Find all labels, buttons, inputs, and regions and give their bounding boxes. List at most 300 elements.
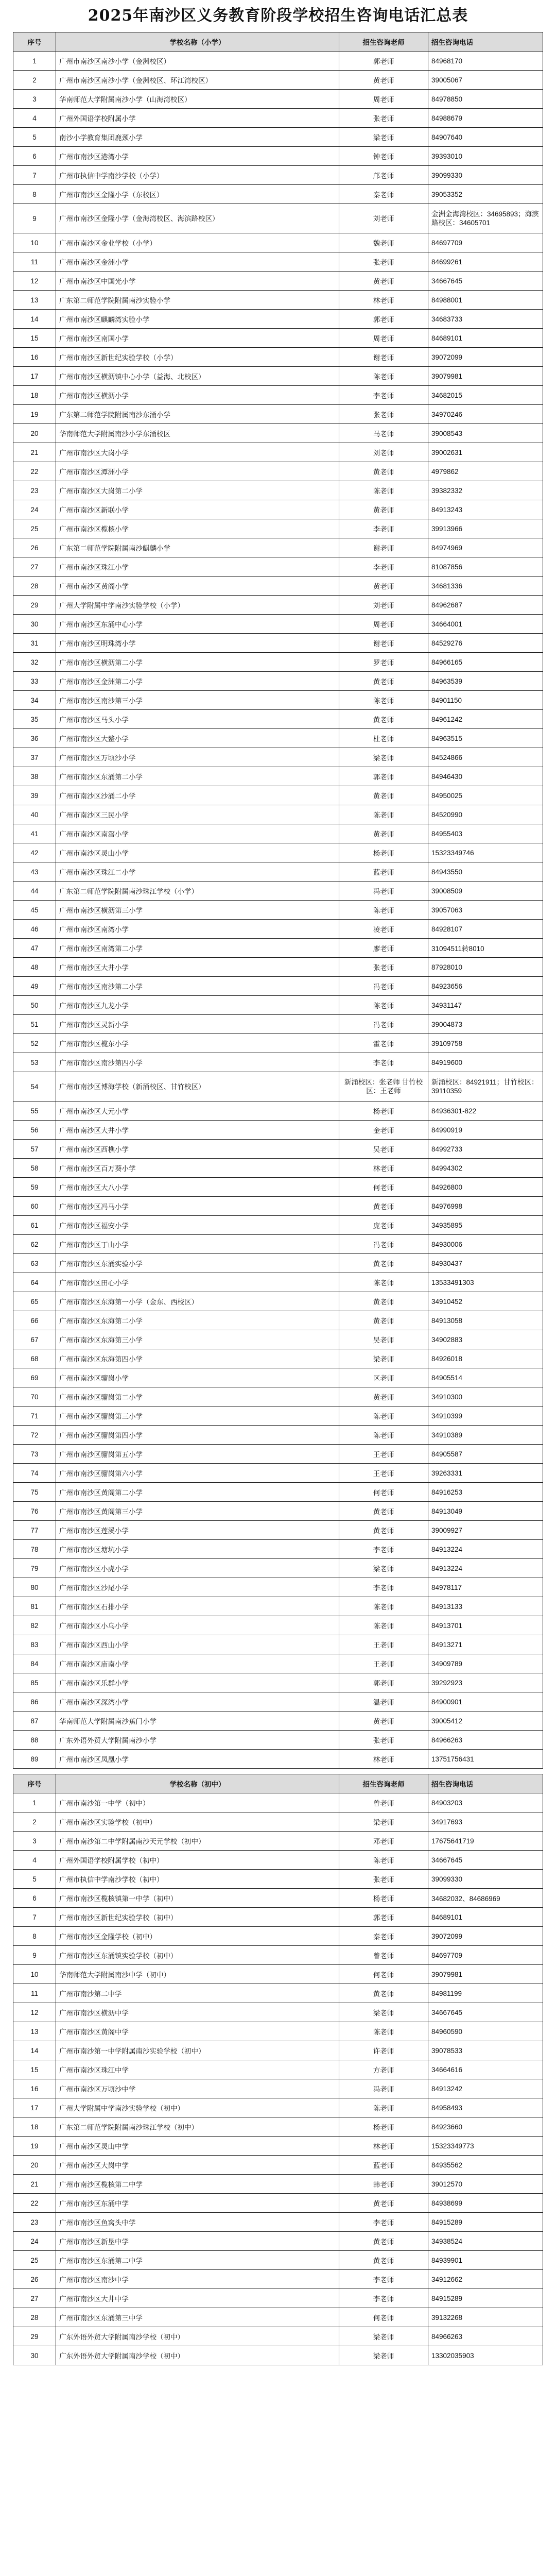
school-name: 广州市南沙区万顷沙小学 bbox=[56, 748, 339, 767]
school-name: 广州市南沙区南沙第二小学 bbox=[56, 977, 339, 996]
phone-number: 84913242 bbox=[428, 2079, 543, 2098]
teacher-name: 李老师 bbox=[339, 2289, 428, 2308]
phone-number: 金洲金海湾校区：34695893；海滨路校区：34605701 bbox=[428, 204, 543, 233]
table-row bbox=[13, 767, 543, 786]
row-index: 20 bbox=[13, 2156, 56, 2175]
table-row bbox=[13, 1946, 543, 1965]
school-name: 广州市南沙区骝岗第五小学 bbox=[56, 1445, 339, 1464]
school-name: 广州市南沙区东海第四小学 bbox=[56, 1349, 339, 1368]
teacher-name: 秦老师 bbox=[339, 1927, 428, 1946]
table-row bbox=[13, 1072, 543, 1101]
school-name: 广州市南沙区九龙小学 bbox=[56, 996, 339, 1015]
row-index: 89 bbox=[13, 1750, 56, 1769]
table-row bbox=[13, 2156, 543, 2175]
phone-number: 84962687 bbox=[428, 596, 543, 615]
table-row bbox=[13, 462, 543, 481]
teacher-name: 刘老师 bbox=[339, 596, 428, 615]
table-row bbox=[13, 1984, 543, 2003]
school-name: 广州市南沙区骝岗第三小学 bbox=[56, 1406, 339, 1426]
teacher-name: 区老师 bbox=[339, 1368, 428, 1387]
row-index: 86 bbox=[13, 1692, 56, 1711]
teacher-name: 何老师 bbox=[339, 1178, 428, 1197]
school-name: 广州市南沙第二中学 bbox=[56, 1984, 339, 2003]
table-row bbox=[13, 2175, 543, 2194]
phone-number: 84913271 bbox=[428, 1635, 543, 1654]
phone-number: 13751756431 bbox=[428, 1750, 543, 1769]
school-name: 广州市南沙区东海第三小学 bbox=[56, 1330, 339, 1349]
row-index: 26 bbox=[13, 2270, 56, 2289]
row-index: 18 bbox=[13, 2117, 56, 2137]
phone-number: 39109758 bbox=[428, 1034, 543, 1053]
phone-number: 84913224 bbox=[428, 1559, 543, 1578]
teacher-name: 郭老师 bbox=[339, 767, 428, 786]
table-row bbox=[13, 2079, 543, 2098]
phone-number: 84926800 bbox=[428, 1178, 543, 1197]
phone-number: 39005412 bbox=[428, 1711, 543, 1731]
phone-number: 新涌校区：84921911；甘竹校区：39110359 bbox=[428, 1072, 543, 1101]
gap-cell bbox=[428, 1769, 543, 1774]
school-name: 华南师范大学附属南沙小学东涌校区 bbox=[56, 424, 339, 443]
school-name: 广州市南沙区乐群小学 bbox=[56, 1673, 339, 1692]
school-name: 广州市南沙区东涌镇实验学校（初中） bbox=[56, 1946, 339, 1965]
row-index: 66 bbox=[13, 1311, 56, 1330]
teacher-name: 李老师 bbox=[339, 1578, 428, 1597]
school-name: 广州市南沙区东涌第三中学 bbox=[56, 2308, 339, 2327]
teacher-name: 刘老师 bbox=[339, 204, 428, 233]
row-index: 28 bbox=[13, 577, 56, 596]
teacher-name: 黄老师 bbox=[339, 1254, 428, 1273]
table-row bbox=[13, 310, 543, 329]
table-row bbox=[13, 1034, 543, 1053]
teacher-name: 钟老师 bbox=[339, 147, 428, 166]
teacher-name: 周老师 bbox=[339, 615, 428, 634]
table-row bbox=[13, 1692, 543, 1711]
row-index: 8 bbox=[13, 1927, 56, 1946]
school-name: 广州市南沙区新垦中学 bbox=[56, 2232, 339, 2251]
school-name: 广州市南沙区南湾第二小学 bbox=[56, 939, 339, 958]
row-index: 83 bbox=[13, 1635, 56, 1654]
phone-number: 34912662 bbox=[428, 2270, 543, 2289]
row-index: 65 bbox=[13, 1292, 56, 1311]
phone-number: 34667645 bbox=[428, 2003, 543, 2022]
phone-number: 34682032、84686969 bbox=[428, 1889, 543, 1908]
phone-number: 39009927 bbox=[428, 1521, 543, 1540]
table-row bbox=[13, 109, 543, 128]
table-row bbox=[13, 1908, 543, 1927]
teacher-name: 黄老师 bbox=[339, 2194, 428, 2213]
school-name: 广州市南沙区灵山小学 bbox=[56, 843, 339, 862]
table-row bbox=[13, 1750, 543, 1769]
teacher-name: 林老师 bbox=[339, 291, 428, 310]
row-index: 84 bbox=[13, 1654, 56, 1673]
table-row bbox=[13, 166, 543, 185]
phone-number: 84916253 bbox=[428, 1483, 543, 1502]
phone-number: 84943550 bbox=[428, 862, 543, 882]
table-row bbox=[13, 1559, 543, 1578]
teacher-name: 黄老师 bbox=[339, 1197, 428, 1216]
row-index: 19 bbox=[13, 405, 56, 424]
row-index: 53 bbox=[13, 1053, 56, 1072]
row-index: 43 bbox=[13, 862, 56, 882]
row-index: 12 bbox=[13, 272, 56, 291]
table-row bbox=[13, 1101, 543, 1121]
primary-rows bbox=[13, 52, 543, 1769]
phone-number: 84978850 bbox=[428, 90, 543, 109]
table-row bbox=[13, 1711, 543, 1731]
phone-number: 84966165 bbox=[428, 653, 543, 672]
teacher-name: 梁老师 bbox=[339, 748, 428, 767]
phone-number: 84903203 bbox=[428, 1793, 543, 1812]
school-name: 广州市南沙区东海第二小学 bbox=[56, 1311, 339, 1330]
phone-number: 84966263 bbox=[428, 2327, 543, 2346]
table-row bbox=[13, 1540, 543, 1559]
teacher-name: 杜老师 bbox=[339, 729, 428, 748]
row-index: 87 bbox=[13, 1711, 56, 1731]
school-name: 广州市南沙区珠江中学 bbox=[56, 2060, 339, 2079]
table-row bbox=[13, 1445, 543, 1464]
school-name: 广州市南沙区东涌中学 bbox=[56, 2194, 339, 2213]
school-name: 广州市南沙区黄阁中学 bbox=[56, 2022, 339, 2041]
table-row bbox=[13, 1368, 543, 1387]
table-row bbox=[13, 1502, 543, 1521]
row-index: 80 bbox=[13, 1578, 56, 1597]
school-name: 广州市南沙区大八小学 bbox=[56, 1178, 339, 1197]
row-index: 78 bbox=[13, 1540, 56, 1559]
table-row bbox=[13, 977, 543, 996]
school-name: 广州市南沙区珠江小学 bbox=[56, 557, 339, 577]
table-row bbox=[13, 1387, 543, 1406]
teacher-name: 温老师 bbox=[339, 1692, 428, 1711]
school-name: 广州市南沙区横沥第三小学 bbox=[56, 901, 339, 920]
table-row bbox=[13, 1812, 543, 1832]
school-name: 广东外语外贸大学附属南沙学校（初中） bbox=[56, 2327, 339, 2346]
school-name: 华南师范大学附属南沙中学（初中） bbox=[56, 1965, 339, 1984]
header-teacher: 招生咨询老师 bbox=[339, 32, 428, 52]
teacher-name: 冯老师 bbox=[339, 1235, 428, 1254]
teacher-name: 李老师 bbox=[339, 1540, 428, 1559]
table-row bbox=[13, 2270, 543, 2289]
phone-number: 39263331 bbox=[428, 1464, 543, 1483]
table-row bbox=[13, 1197, 543, 1216]
school-name: 广州市南沙第一中学（初中） bbox=[56, 1793, 339, 1812]
table-row bbox=[13, 1159, 543, 1178]
row-index: 56 bbox=[13, 1121, 56, 1140]
phone-number: 84928107 bbox=[428, 920, 543, 939]
teacher-name: 梁老师 bbox=[339, 2327, 428, 2346]
row-index: 85 bbox=[13, 1673, 56, 1692]
table-row bbox=[13, 481, 543, 500]
phone-number: 39057063 bbox=[428, 901, 543, 920]
phone-number: 13533491303 bbox=[428, 1273, 543, 1292]
table-row bbox=[13, 71, 543, 90]
row-index: 17 bbox=[13, 367, 56, 386]
phone-number: 34917693 bbox=[428, 1812, 543, 1832]
phone-number: 84960590 bbox=[428, 2022, 543, 2041]
header-school: 学校名称（初中） bbox=[56, 1774, 339, 1793]
teacher-name: 谢老师 bbox=[339, 348, 428, 367]
teacher-name: 黄老师 bbox=[339, 2251, 428, 2270]
phone-number: 84900901 bbox=[428, 1692, 543, 1711]
school-name: 广州市南沙区灵山中学 bbox=[56, 2137, 339, 2156]
teacher-name: 蓝老师 bbox=[339, 2156, 428, 2175]
row-index: 72 bbox=[13, 1426, 56, 1445]
phone-number: 84966263 bbox=[428, 1731, 543, 1750]
row-index: 46 bbox=[13, 920, 56, 939]
row-index: 33 bbox=[13, 672, 56, 691]
school-name: 广州市南沙区黄阁第二小学 bbox=[56, 1483, 339, 1502]
table-row bbox=[13, 2213, 543, 2232]
school-name: 广州市南沙区新世纪实验学校（小学） bbox=[56, 348, 339, 367]
row-index: 2 bbox=[13, 71, 56, 90]
row-index: 41 bbox=[13, 824, 56, 843]
teacher-name: 邝老师 bbox=[339, 166, 428, 185]
table-row bbox=[13, 939, 543, 958]
phone-number: 34664616 bbox=[428, 2060, 543, 2079]
teacher-name: 陈老师 bbox=[339, 1426, 428, 1445]
teacher-name: 魏老师 bbox=[339, 233, 428, 252]
school-name: 广州市南沙区大元小学 bbox=[56, 1101, 339, 1121]
phone-number: 39072099 bbox=[428, 1927, 543, 1946]
phone-number: 39072099 bbox=[428, 348, 543, 367]
school-name: 广州市南沙区博海学校（新涌校区、甘竹校区） bbox=[56, 1072, 339, 1101]
row-index: 19 bbox=[13, 2137, 56, 2156]
school-name: 广州市南沙区南沙小学（金洲校区、环江湾校区） bbox=[56, 71, 339, 90]
phone-number: 84905587 bbox=[428, 1445, 543, 1464]
teacher-name: 廖老师 bbox=[339, 939, 428, 958]
row-index: 30 bbox=[13, 2346, 56, 2365]
teacher-name: 冯老师 bbox=[339, 882, 428, 901]
header-index: 序号 bbox=[13, 1774, 56, 1793]
school-name: 广州市南沙第一中学附属南沙实验学校（初中） bbox=[56, 2041, 339, 2060]
teacher-name: 黄老师 bbox=[339, 786, 428, 805]
school-name: 广州市南沙区实验学校（初中） bbox=[56, 1812, 339, 1832]
table-row bbox=[13, 901, 543, 920]
school-name: 广州市南沙区石排小学 bbox=[56, 1597, 339, 1616]
phone-number: 84955403 bbox=[428, 824, 543, 843]
table-row bbox=[13, 1121, 543, 1140]
teacher-name: 黄老师 bbox=[339, 272, 428, 291]
school-name: 广东第二师范学院附属南沙东涌小学 bbox=[56, 405, 339, 424]
row-index: 24 bbox=[13, 500, 56, 519]
teacher-name: 陈老师 bbox=[339, 1406, 428, 1426]
row-index: 23 bbox=[13, 481, 56, 500]
table-row bbox=[13, 958, 543, 977]
row-index: 79 bbox=[13, 1559, 56, 1578]
row-index: 34 bbox=[13, 691, 56, 710]
table-row bbox=[13, 1793, 543, 1812]
row-index: 7 bbox=[13, 166, 56, 185]
phone-number: 13302035903 bbox=[428, 2346, 543, 2365]
row-index: 28 bbox=[13, 2308, 56, 2327]
row-index: 7 bbox=[13, 1908, 56, 1927]
school-name: 广州市南沙区中国光小学 bbox=[56, 272, 339, 291]
phone-number: 84930006 bbox=[428, 1235, 543, 1254]
gap-cell bbox=[56, 1769, 339, 1774]
table-row bbox=[13, 1330, 543, 1349]
row-index: 59 bbox=[13, 1178, 56, 1197]
teacher-name: 张老师 bbox=[339, 252, 428, 272]
phone-number: 84524866 bbox=[428, 748, 543, 767]
table-row bbox=[13, 882, 543, 901]
phone-number: 84963515 bbox=[428, 729, 543, 748]
teacher-name: 李老师 bbox=[339, 519, 428, 538]
table-row bbox=[13, 204, 543, 233]
phone-number: 84697709 bbox=[428, 1946, 543, 1965]
phone-number: 84913049 bbox=[428, 1502, 543, 1521]
table-row bbox=[13, 2251, 543, 2270]
phone-number: 84961242 bbox=[428, 710, 543, 729]
school-name: 广州市南沙区横沥镇中心小学（益海、北校区） bbox=[56, 367, 339, 386]
school-name: 广州市南沙区黄阁小学 bbox=[56, 577, 339, 596]
row-index: 64 bbox=[13, 1273, 56, 1292]
school-name: 广州市执信中学南沙学校（初中） bbox=[56, 1870, 339, 1889]
row-index: 57 bbox=[13, 1140, 56, 1159]
school-name: 广州市南沙区榄核镇第一中学（初中） bbox=[56, 1889, 339, 1908]
school-name: 广州市南沙区珠江二小学 bbox=[56, 862, 339, 882]
school-name: 广州市南沙区东涌第二小学 bbox=[56, 767, 339, 786]
row-index: 76 bbox=[13, 1502, 56, 1521]
row-index: 2 bbox=[13, 1812, 56, 1832]
phone-number: 39002631 bbox=[428, 443, 543, 462]
school-name: 广州市南沙区东海第一小学（金东、西校区） bbox=[56, 1292, 339, 1311]
table-row bbox=[13, 2327, 543, 2346]
teacher-name: 张老师 bbox=[339, 1731, 428, 1750]
table-row bbox=[13, 1216, 543, 1235]
school-name: 广州市南沙区大井小学 bbox=[56, 958, 339, 977]
phone-number: 84923656 bbox=[428, 977, 543, 996]
table-row bbox=[13, 2232, 543, 2251]
table-row bbox=[13, 2098, 543, 2117]
phone-number: 34909789 bbox=[428, 1654, 543, 1673]
table-row bbox=[13, 272, 543, 291]
teacher-name: 黄老师 bbox=[339, 71, 428, 90]
table-row bbox=[13, 1889, 543, 1908]
phone-number: 39004873 bbox=[428, 1015, 543, 1034]
row-index: 16 bbox=[13, 348, 56, 367]
table-row bbox=[13, 1965, 543, 1984]
table-row bbox=[13, 405, 543, 424]
teacher-name: 张老师 bbox=[339, 405, 428, 424]
middle-rows bbox=[13, 1769, 543, 2365]
phone-number: 39012570 bbox=[428, 2175, 543, 2194]
teacher-name: 陈老师 bbox=[339, 367, 428, 386]
teacher-name: 张老师 bbox=[339, 109, 428, 128]
teacher-name: 陈老师 bbox=[339, 691, 428, 710]
school-name: 广州市南沙区金隆学校（初中） bbox=[56, 1927, 339, 1946]
school-name: 广州市南沙区横沥小学 bbox=[56, 386, 339, 405]
phone-number: 15323349773 bbox=[428, 2137, 543, 2156]
phone-number: 84913058 bbox=[428, 1311, 543, 1330]
row-index: 25 bbox=[13, 519, 56, 538]
header-teacher: 招生咨询老师 bbox=[339, 1774, 428, 1793]
teacher-name: 黄老师 bbox=[339, 1387, 428, 1406]
school-name: 广州市南沙区大岗中学 bbox=[56, 2156, 339, 2175]
row-index: 60 bbox=[13, 1197, 56, 1216]
phone-number: 39099330 bbox=[428, 166, 543, 185]
school-name: 广州市南沙区东涌实验小学 bbox=[56, 1254, 339, 1273]
teacher-name: 林老师 bbox=[339, 1159, 428, 1178]
table-row bbox=[13, 2117, 543, 2137]
table-row bbox=[13, 443, 543, 462]
table-row bbox=[13, 1578, 543, 1597]
page-title: 2025年南沙区义务教育阶段学校招生咨询电话汇总表 bbox=[88, 7, 468, 25]
table-row bbox=[13, 1673, 543, 1692]
phone-number: 84901150 bbox=[428, 691, 543, 710]
teacher-name: 冯老师 bbox=[339, 2079, 428, 2098]
table-row bbox=[13, 2022, 543, 2041]
header-school: 学校名称（小学） bbox=[56, 32, 339, 52]
phone-number: 84936301-822 bbox=[428, 1101, 543, 1121]
school-name: 广州市南沙区田心小学 bbox=[56, 1273, 339, 1292]
row-index: 1 bbox=[13, 52, 56, 71]
teacher-name: 马老师 bbox=[339, 424, 428, 443]
teacher-name: 周老师 bbox=[339, 90, 428, 109]
teacher-name: 新涌校区：张老师 甘竹校区：王老师 bbox=[339, 1072, 428, 1101]
table-row bbox=[13, 557, 543, 577]
teacher-name: 陈老师 bbox=[339, 996, 428, 1015]
phone-number: 87928010 bbox=[428, 958, 543, 977]
school-name: 广州市南沙区庙南小学 bbox=[56, 1654, 339, 1673]
table-row bbox=[13, 1349, 543, 1368]
table-row bbox=[13, 862, 543, 882]
teacher-name: 庞老师 bbox=[339, 1216, 428, 1235]
table-row bbox=[13, 653, 543, 672]
row-index: 74 bbox=[13, 1464, 56, 1483]
row-index: 36 bbox=[13, 729, 56, 748]
phone-number: 84978117 bbox=[428, 1578, 543, 1597]
school-name: 广东第二师范学院附属南沙实验小学 bbox=[56, 291, 339, 310]
table-row bbox=[13, 519, 543, 538]
teacher-name: 梁老师 bbox=[339, 2346, 428, 2365]
school-name: 广州市南沙区金洲第二小学 bbox=[56, 672, 339, 691]
teacher-name: 黄老师 bbox=[339, 1521, 428, 1540]
teacher-name: 黄老师 bbox=[339, 1711, 428, 1731]
school-name: 广州市南沙区福安小学 bbox=[56, 1216, 339, 1235]
row-index: 48 bbox=[13, 958, 56, 977]
school-name: 广州市南沙区新联小学 bbox=[56, 500, 339, 519]
school-name: 广州市南沙区明珠湾小学 bbox=[56, 634, 339, 653]
row-index: 5 bbox=[13, 1870, 56, 1889]
gap-cell bbox=[339, 1769, 428, 1774]
row-index: 77 bbox=[13, 1521, 56, 1540]
school-name: 广州市南沙区金业学校（小学） bbox=[56, 233, 339, 252]
phone-number: 17675641719 bbox=[428, 1832, 543, 1851]
teacher-name: 许老师 bbox=[339, 2041, 428, 2060]
phone-number: 34902883 bbox=[428, 1330, 543, 1349]
row-index: 22 bbox=[13, 462, 56, 481]
teacher-name: 郭老师 bbox=[339, 52, 428, 71]
table-row bbox=[13, 424, 543, 443]
school-name: 广州市南沙区马头小学 bbox=[56, 710, 339, 729]
phone-number: 39053352 bbox=[428, 185, 543, 204]
phone-number: 84958493 bbox=[428, 2098, 543, 2117]
row-index: 67 bbox=[13, 1330, 56, 1349]
school-name: 广州市南沙区南沙第三小学 bbox=[56, 691, 339, 710]
table-row bbox=[13, 128, 543, 147]
school-name: 广州外国语学校附属学校（初中） bbox=[56, 1851, 339, 1870]
row-index: 58 bbox=[13, 1159, 56, 1178]
school-name: 广州市南沙区小虎小学 bbox=[56, 1559, 339, 1578]
school-name: 广州市南沙区横沥第二小学 bbox=[56, 653, 339, 672]
school-name: 广州市南沙区万顷沙中学 bbox=[56, 2079, 339, 2098]
table-row bbox=[13, 2289, 543, 2308]
teacher-name: 方老师 bbox=[339, 2060, 428, 2079]
row-index: 20 bbox=[13, 424, 56, 443]
phone-number: 84697709 bbox=[428, 233, 543, 252]
school-name: 华南师范大学附属南沙蕉门小学 bbox=[56, 1711, 339, 1731]
teacher-name: 张老师 bbox=[339, 1870, 428, 1889]
table-row bbox=[13, 691, 543, 710]
